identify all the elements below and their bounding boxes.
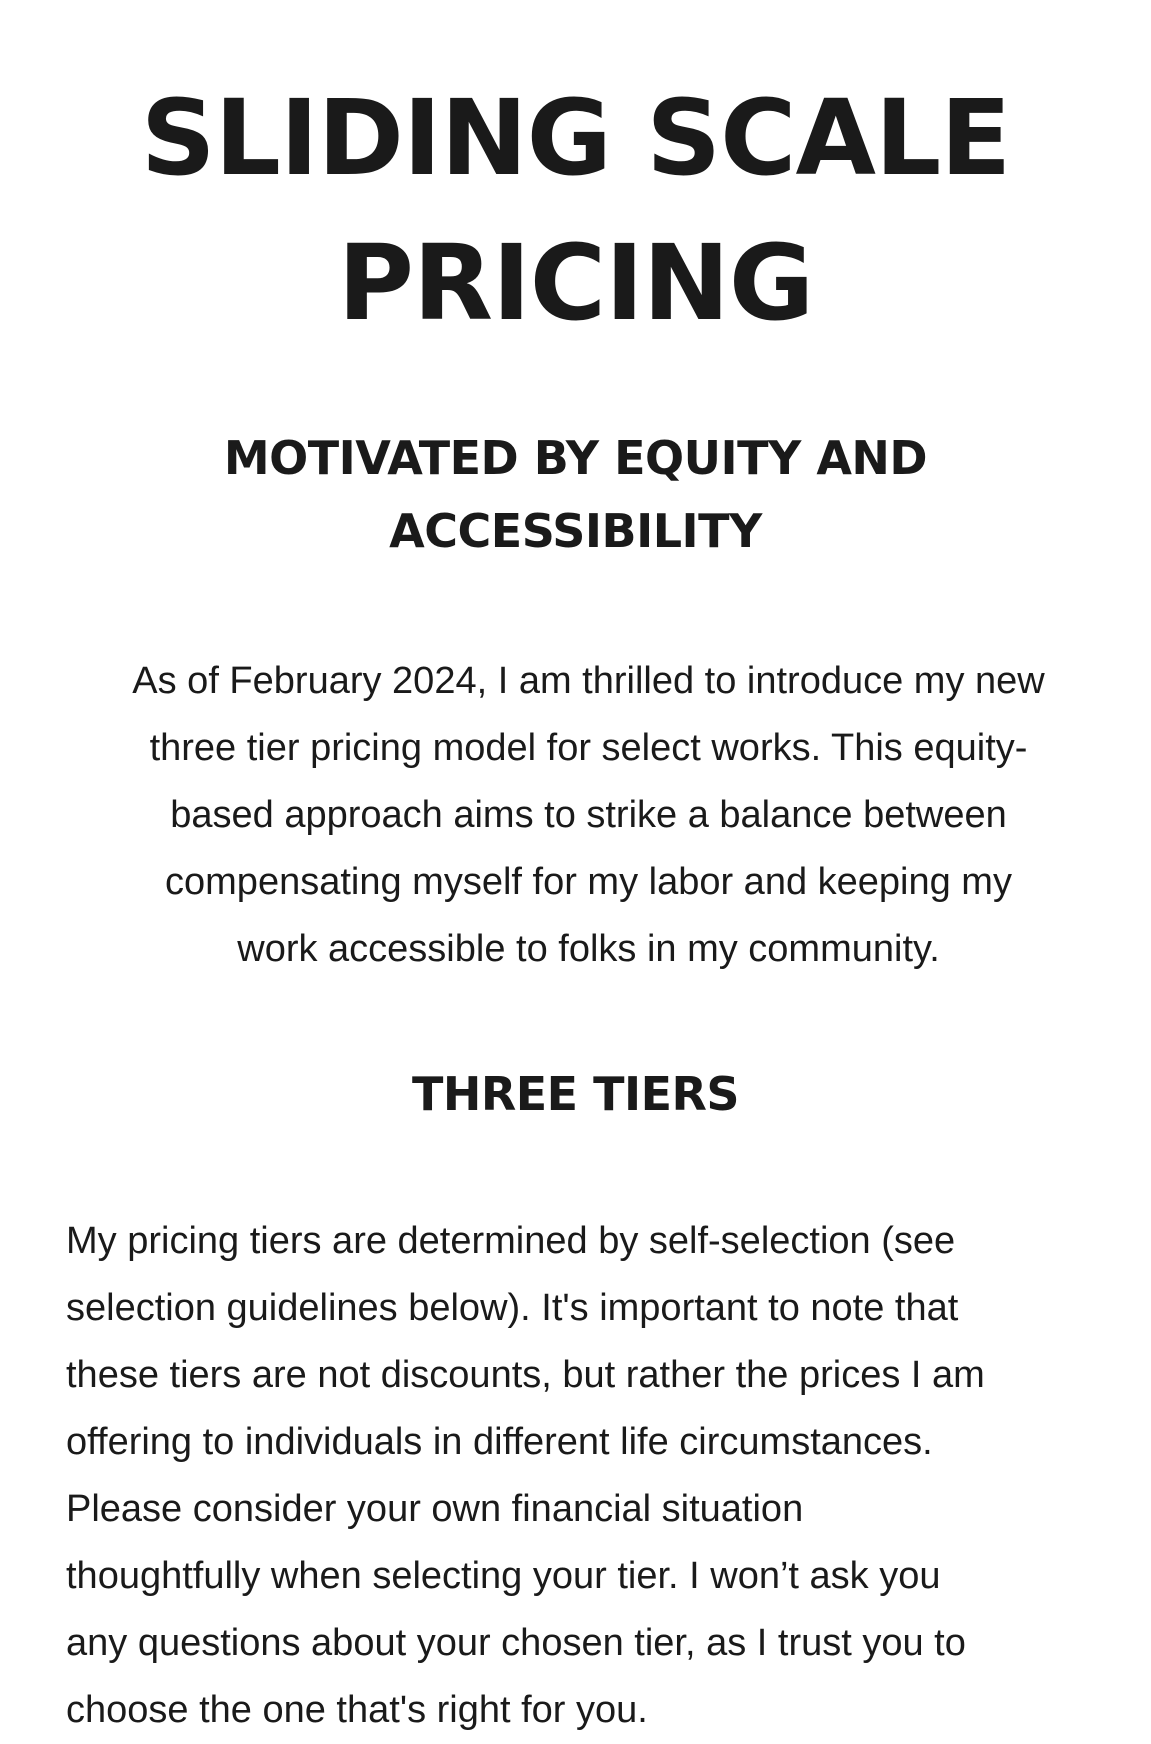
intro-line: three tier pricing model for select works. This equity-	[149, 727, 1028, 769]
intro-line: work accessible to folks in my community.	[237, 928, 940, 970]
tiers-line: thoughtfully when selecting your tier. I won’t ask you	[66, 1555, 941, 1597]
tiers-line: selection guidelines below). It's important to note that	[66, 1287, 959, 1329]
three-tiers-heading: THREE TIERS	[411, 1067, 740, 1121]
tiers-line: My pricing tiers are determined by self-selection (see	[66, 1220, 956, 1262]
tiers-line: Please consider your own financial situation	[66, 1488, 804, 1530]
subheading-line: MOTIVATED BY EQUITY AND	[223, 431, 928, 485]
section-subheading	[0, 422, 1151, 568]
intro-line: compensating myself for my labor and keeping my	[165, 861, 1012, 903]
intro-line: based approach aims to strike a balance between	[170, 794, 1007, 836]
tiers-paragraph	[66, 1208, 1106, 1744]
intro-line: As of February 2024, I am thrilled to introduce my new	[132, 660, 1045, 702]
tiers-line: offering to individuals in different life circumstances.	[66, 1421, 933, 1463]
tiers-line: choose the one that's right for you.	[66, 1689, 648, 1731]
page-title-line: PRICING	[337, 222, 814, 344]
page-title-line: SLIDING SCALE	[140, 77, 1011, 199]
tiers-line: any questions about your chosen tier, as I trust you to	[66, 1622, 966, 1664]
subheading-line: ACCESSIBILITY	[389, 504, 762, 558]
intro-paragraph	[70, 648, 1107, 983]
page-title	[0, 66, 1151, 356]
tiers-line: these tiers are not discounts, but rather the prices I am	[66, 1354, 985, 1396]
